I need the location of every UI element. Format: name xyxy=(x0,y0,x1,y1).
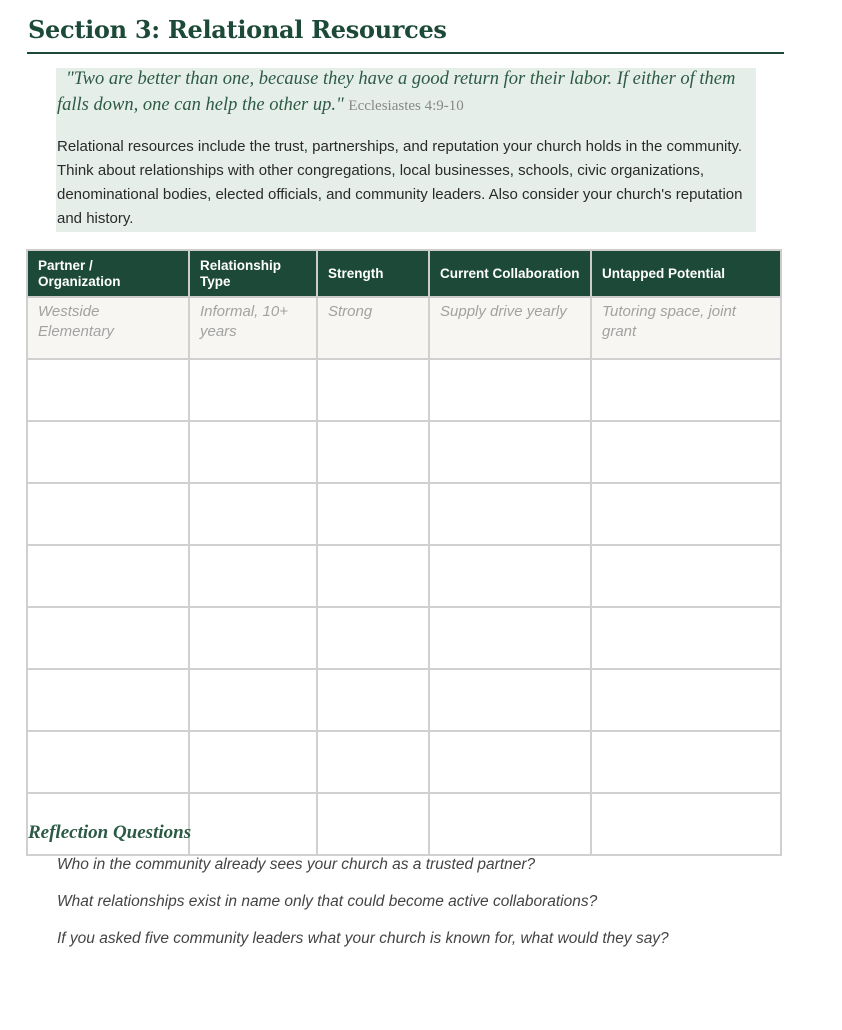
blank-cell[interactable] xyxy=(27,421,189,483)
blank-cell[interactable] xyxy=(591,359,781,421)
table-row xyxy=(27,483,781,545)
blank-cell[interactable] xyxy=(591,545,781,607)
blank-cell[interactable] xyxy=(27,483,189,545)
blank-cell[interactable] xyxy=(591,483,781,545)
blank-cell[interactable] xyxy=(189,607,317,669)
blank-cell[interactable] xyxy=(591,421,781,483)
blank-cell[interactable] xyxy=(27,731,189,793)
example-row xyxy=(27,297,781,359)
header-current-collaboration: Current Collaboration xyxy=(429,250,591,297)
blank-cell[interactable] xyxy=(189,359,317,421)
blank-cell[interactable] xyxy=(429,607,591,669)
blank-cell[interactable] xyxy=(189,669,317,731)
example-cell: Strong xyxy=(317,297,429,359)
reflection-questions xyxy=(57,855,669,966)
blank-cell[interactable] xyxy=(317,793,429,855)
scripture-quote xyxy=(57,66,757,119)
example-cell: Westside Elementary xyxy=(27,297,189,359)
blank-cell[interactable] xyxy=(317,731,429,793)
blank-cell[interactable] xyxy=(591,731,781,793)
table-header-row xyxy=(27,250,781,297)
quote-text: "Two are better than one, because they have a good return for their labor. If either of them falls down, one can help the other up." xyxy=(57,69,736,115)
blank-cell[interactable] xyxy=(317,483,429,545)
header-untapped-potential: Untapped Potential xyxy=(591,250,781,297)
table-row xyxy=(27,731,781,793)
relational-resources-table xyxy=(26,249,782,856)
reflection-question: Who in the community already sees your church as a trusted partner? xyxy=(57,856,536,873)
blank-cell[interactable] xyxy=(189,793,317,855)
blank-cell[interactable] xyxy=(317,669,429,731)
reflection-question: What relationships exist in name only that could become active collaborations? xyxy=(57,893,598,910)
title-divider xyxy=(27,52,784,54)
table-row xyxy=(27,669,781,731)
blank-cell[interactable] xyxy=(429,545,591,607)
blank-cell[interactable] xyxy=(189,483,317,545)
blank-cell[interactable] xyxy=(429,793,591,855)
blank-cell[interactable] xyxy=(317,421,429,483)
header-partner-organization: Partner / Organization xyxy=(27,250,189,297)
blank-cell[interactable] xyxy=(189,545,317,607)
reflection-question: If you asked five community leaders what your church is known for, what would they say? xyxy=(57,930,669,947)
blank-cell[interactable] xyxy=(27,607,189,669)
table-row xyxy=(27,421,781,483)
blank-cell[interactable] xyxy=(189,421,317,483)
blank-cell[interactable] xyxy=(27,669,189,731)
reflection-heading: Reflection Questions xyxy=(28,822,192,843)
blank-cell[interactable] xyxy=(27,545,189,607)
intro-paragraph: Relational resources include the trust, partnerships, and reputation your church holds in the community. Think about relationships with other congregations, local businesses, schools, civic organizations, denominational bodies, elected officials, and community leaders. Also consider your church's reputation and history. xyxy=(57,138,743,227)
blank-cell[interactable] xyxy=(591,793,781,855)
section-title: Section 3: Relational Resources xyxy=(28,15,447,44)
blank-cell[interactable] xyxy=(591,669,781,731)
blank-cell[interactable] xyxy=(317,359,429,421)
blank-cell[interactable] xyxy=(429,421,591,483)
example-cell: Tutoring space, joint grant xyxy=(591,297,781,359)
table-row xyxy=(27,607,781,669)
blank-cell[interactable] xyxy=(27,359,189,421)
blank-cell[interactable] xyxy=(317,607,429,669)
header-strength: Strength xyxy=(317,250,429,297)
blank-cell[interactable] xyxy=(317,545,429,607)
blank-cell[interactable] xyxy=(429,483,591,545)
table-row xyxy=(27,545,781,607)
example-cell: Supply drive yearly xyxy=(429,297,591,359)
quote-reference: Ecclesiastes 4:9-10 xyxy=(348,98,464,114)
header-relationship-type: Relationship Type xyxy=(189,250,317,297)
blank-cell[interactable] xyxy=(429,731,591,793)
blank-cell[interactable] xyxy=(591,607,781,669)
example-cell: Informal, 10+ years xyxy=(189,297,317,359)
blank-cell[interactable] xyxy=(429,669,591,731)
blank-cell[interactable] xyxy=(429,359,591,421)
blank-cell[interactable] xyxy=(189,731,317,793)
table-row xyxy=(27,359,781,421)
